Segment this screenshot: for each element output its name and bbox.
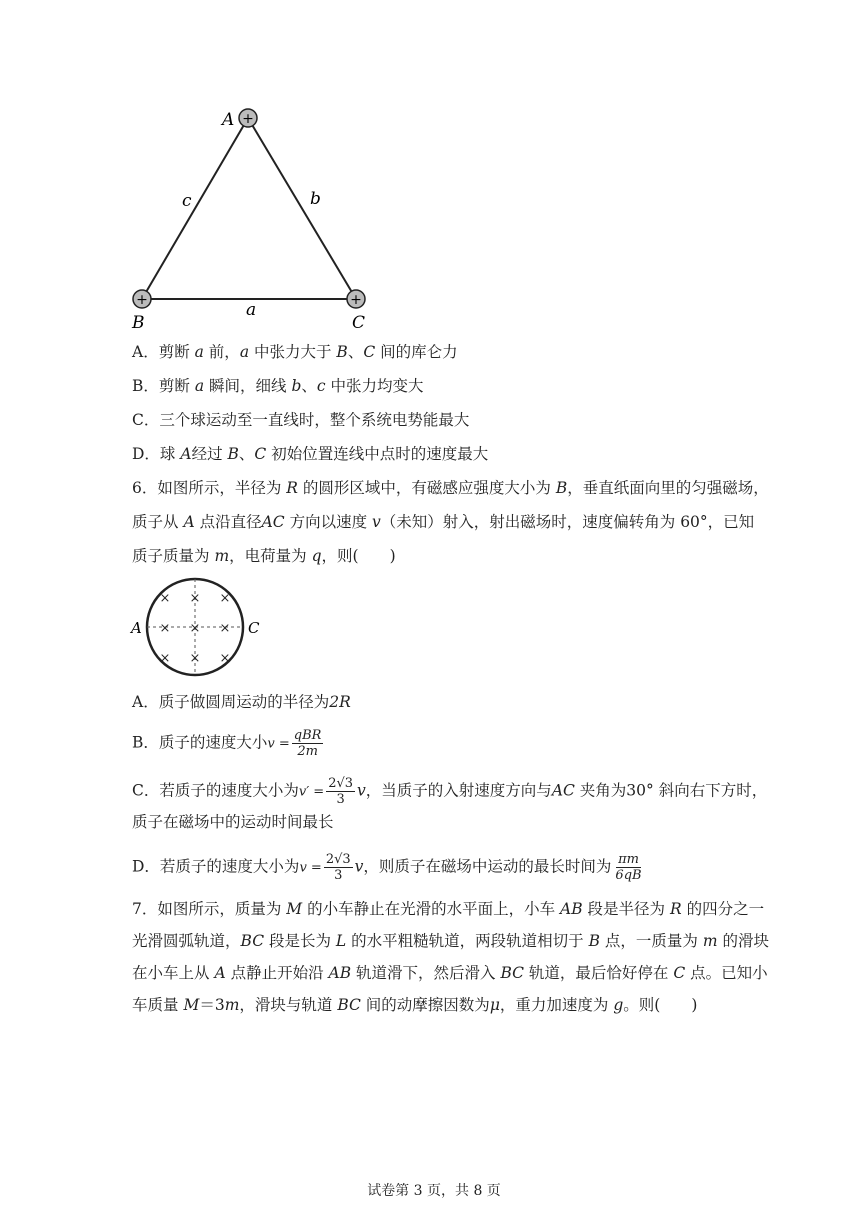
page-footer: 试卷第 3 页，共 8 页 bbox=[367, 1183, 501, 1199]
triangle-charges-diagram bbox=[120, 100, 390, 340]
q6-stem-line2: 质子从 A 点沿直径AC 方向以速度 v（未知）射入，射出磁场时，速度偏转角为 60°，已知 bbox=[132, 513, 755, 531]
label-vertex-a: A bbox=[222, 110, 235, 130]
svg-text:×: × bbox=[189, 621, 201, 636]
q6-option-a: A．质子做圆周运动的半径为2R bbox=[132, 693, 351, 711]
svg-text:×: × bbox=[189, 591, 201, 606]
circle-label-a: A bbox=[131, 619, 142, 637]
field-cross-marks bbox=[160, 591, 231, 666]
label-side-a: a bbox=[246, 300, 257, 320]
q7-stem-line3: 在小车上从 A 点静止开始沿 AB 轨道滑下，然后滑入 BC 轨道，最后恰好停在 C 点。已知小 bbox=[132, 964, 768, 982]
q5-option-b: B．剪断 a 瞬间，细线 b、c 中张力均变大 bbox=[132, 377, 424, 395]
svg-text:+: + bbox=[242, 111, 254, 127]
svg-text:×: × bbox=[219, 621, 231, 636]
label-side-c: c bbox=[182, 191, 192, 211]
magnetic-field-circle-diagram bbox=[128, 574, 268, 680]
charge-b bbox=[133, 290, 151, 308]
svg-text:×: × bbox=[219, 591, 231, 606]
q6-stem-line3: 质子质量为 m，电荷量为 q，则( ) bbox=[132, 547, 396, 565]
q5-option-a: A．剪断 a 前，a 中张力大于 B、C 间的库仑力 bbox=[132, 343, 458, 361]
q6-option-c-line2: 质子在磁场中的运动时间最长 bbox=[132, 813, 334, 831]
q5-option-c: C．三个球运动至一直线时，整个系统电势能最大 bbox=[132, 411, 470, 429]
charge-c bbox=[347, 290, 365, 308]
charge-a bbox=[239, 109, 257, 127]
circle-label-c: C bbox=[248, 619, 260, 637]
label-vertex-b: B bbox=[132, 313, 145, 333]
label-vertex-c: C bbox=[352, 313, 366, 333]
svg-text:×: × bbox=[159, 621, 171, 636]
svg-text:+: + bbox=[136, 292, 148, 308]
svg-text:×: × bbox=[159, 651, 171, 666]
svg-text:×: × bbox=[219, 651, 231, 666]
q6-option-c-line1: C．若质子的速度大小为v′ = $\frac{2√3}{3}$ v，当质子的入射速度方向与AC 夹角为30° 斜向右下方时， bbox=[132, 776, 768, 807]
q6-option-d: D．若质子的速度大小为v = $\frac{2√3}{3}$ v，则质子在磁场中运动的最长时间为 $\frac{\pi m}{6qB}$ bbox=[132, 852, 642, 883]
q7-stem-line1: 7．如图所示，质量为 M 的小车静止在光滑的水平面上，小车 AB 段是半径为 R 的四分之一 bbox=[132, 900, 765, 918]
q5-option-d: D．球 A经过 B、C 初始位置连线中点时的速度最大 bbox=[132, 445, 489, 463]
label-side-b: b bbox=[310, 189, 321, 209]
svg-text:×: × bbox=[159, 591, 171, 606]
q7-stem-line2: 光滑圆弧轨道，BC 段是长为 L 的水平粗糙轨道，两段轨道相切于 B 点，一质量为 m 的滑块 bbox=[132, 932, 769, 950]
q6-option-b: B．质子的速度大小v = $\frac{\text{qBR}}{2m}$ bbox=[132, 728, 322, 759]
svg-text:×: × bbox=[189, 651, 201, 666]
svg-text:+: + bbox=[350, 292, 362, 308]
q7-stem-line4: 车质量 M＝3m，滑块与轨道 BC 间的动摩擦因数为μ，重力加速度为 g。则( ) bbox=[132, 996, 698, 1014]
q6-stem-line1: 6．如图所示，半径为 R 的圆形区域中，有磁感应强度大小为 B，垂直纸面向里的匀强磁场， bbox=[132, 479, 769, 497]
